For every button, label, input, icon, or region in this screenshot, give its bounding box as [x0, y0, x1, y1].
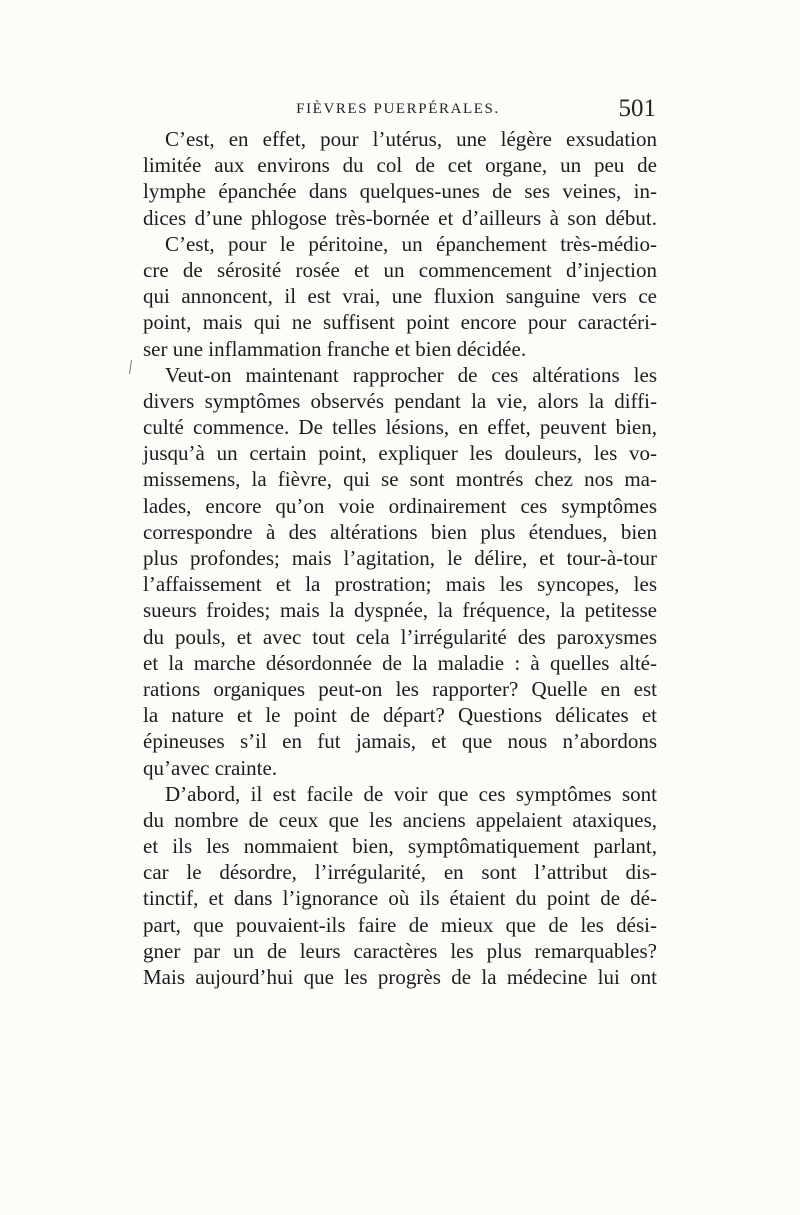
text-line: qui annoncent, il est vrai, une fluxion sanguine vers ce — [143, 284, 657, 309]
text-line: du pouls, et avec tout cela l’irrégularité des paroxysmes — [143, 624, 657, 649]
text-line: ser une inflammation franche et bien décidée. — [143, 336, 527, 361]
text-line: C’est, pour le péritoine, un épanchement très-médio- — [165, 231, 657, 256]
text-line: plus profondes; mais l’agitation, le délire, et tour-à-tour — [143, 546, 657, 570]
text-line: missemens, la fièvre, qui se sont montrés chez nos ma- — [143, 467, 657, 492]
text-line: lades, encore qu’on voie ordinairement ces symptômes — [143, 493, 657, 518]
margin-pencil-mark — [129, 360, 132, 374]
text-line: C’est, en effet, pour l’utérus, une légère exsudation — [165, 127, 657, 151]
text-line: Mais aujourd’hui que les progrès de la médecine lui ont — [143, 965, 657, 989]
text-line: rations organiques peut-on les rapporter? Quelle en est — [143, 676, 657, 701]
text-line: sueurs froides; mais la dyspnée, la fréquence, la petitesse — [143, 598, 657, 623]
text-line: gner par un de leurs caractères les plus remarquables? — [143, 938, 657, 963]
page-number: 501 — [618, 95, 656, 122]
text-line: car le désordre, l’irrégularité, en sont l’attribut dis- — [143, 860, 657, 885]
text-line: jusqu’à un certain point, expliquer les douleurs, les vo- — [143, 441, 657, 466]
text-line: lymphe épanchée dans quelques-unes de ses veines, in- — [143, 179, 657, 204]
text-line: et la marche désordonnée de la maladie : à quelles alté- — [143, 650, 657, 675]
running-head — [140, 95, 656, 127]
text-line: divers symptômes observés pendant la vie, alors la diffi- — [143, 388, 657, 413]
text-line: limitée aux environs du col de cet organe, un peu de — [143, 153, 657, 178]
text-line: correspondre à des altérations bien plus étendues, bien — [143, 519, 657, 544]
running-title: FIÈVRES PUERPÉRALES. — [296, 101, 500, 117]
text-line: épineuses s’il en fut jamais, et que nous n’abordons — [143, 729, 657, 754]
text-line: tinctif, et dans l’ignorance où ils étaient du point de dé- — [143, 886, 657, 911]
text-line: dices d’une phlogose très-bornée et d’ailleurs à son début. — [143, 205, 657, 230]
body-text — [143, 126, 657, 990]
text-line: D’abord, il est facile de voir que ces symptômes sont — [165, 781, 657, 806]
text-line: culté commence. De telles lésions, en effet, peuvent bien, — [143, 415, 657, 440]
text-line: Veut-on maintenant rapprocher de ces altérations les — [165, 362, 657, 387]
text-line: l’affaissement et la prostration; mais les syncopes, les — [143, 572, 657, 597]
text-line: cre de sérosité rosée et un commencement d’injection — [143, 257, 657, 282]
text-line: et ils les nommaient bien, symptômatiquement parlant, — [143, 834, 657, 859]
text-line: point, mais qui ne suffisent point encore pour caractéri- — [143, 310, 657, 335]
text-line: du nombre de ceux que les anciens appelaient ataxiques, — [143, 807, 657, 832]
text-line: part, que pouvaient-ils faire de mieux que de les dési- — [143, 912, 657, 937]
text-line: qu’avec crainte. — [143, 755, 278, 780]
text-line: la nature et le point de départ? Questions délicates et — [143, 703, 657, 728]
